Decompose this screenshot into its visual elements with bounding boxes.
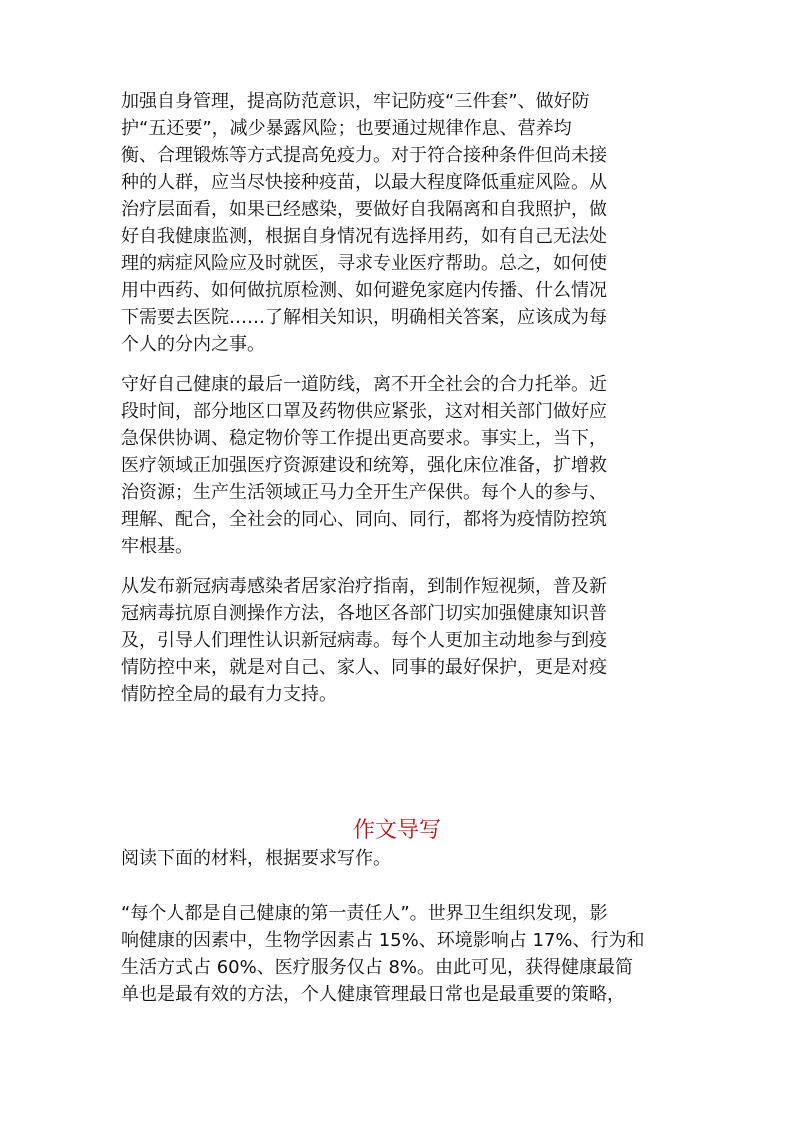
text-line: 及，引导人们理性认识新冠病毒。每个人更加主动地参与到疫 [121,630,607,651]
text-line: 生活方式占 60%、医疗服务仅占 8%。由此可见，获得健康最简 [121,957,634,978]
text-line: 情防控中来，就是对自己、家人、同事的最好保护，更是对疫 [121,657,607,678]
text-line: 理的病症风险应及时就医，寻求专业医疗帮助。总之，如何使 [121,253,607,274]
text-line: 理解、配合，全社会的同心、同向、同行，都将为疫情防控筑 [121,509,607,530]
text-line: 好自我健康监测，根据自身情况有选择用药，如有自己无法处 [121,226,607,247]
text-line: 情防控全局的最有力支持。 [121,684,337,705]
text-line: 个人的分内之事。 [121,334,265,355]
writing-material [121,900,689,1008]
text-line: 守好自己健康的最后一道防线，离不开全社会的合力托举。近 [121,374,607,395]
text-line: 护“五还要”，减少暴露风险；也要通过规律作息、营养均 [121,118,572,139]
text-line: 下需要去医院……了解相关知识，明确相关答案，应该成为每 [121,307,607,328]
text-line: 段时间，部分地区口罩及药物供应紧张，这对相关部门做好应 [121,401,607,422]
text-line: “每个人都是自己健康的第一责任人”。世界卫生组织发现，影 [121,903,608,924]
text-line: 加强自身管理，提高防范意识，牢记防疫“三件套”、做好防 [121,91,590,112]
text-line: 种的人群，应当尽快接种疫苗，以最大程度降低重症风险。从 [121,172,607,193]
writing-instruction [121,845,689,872]
paragraph-self-management [121,88,689,358]
text-line: 牢根基。 [121,536,193,557]
text-line: 冠病毒抗原自测操作方法，各地区各部门切实加强健康知识普 [121,603,607,624]
text-line: 响健康的因素中，生物学因素占 15%、环境影响占 17%、行为和 [121,930,645,951]
text-line: 治疗层面看，如果已经感染，要做好自我隔离和自我照护，做 [121,199,607,220]
text-line: 衡、合理锻炼等方式提高免疫力。对于符合接种条件但尚未接 [121,145,607,166]
text-line: 治资源；生产生活领域正马力全开生产保供。每个人的参与、 [121,482,607,503]
text-line: 从发布新冠病毒感染者居家治疗指南，到制作短视频，普及新 [121,576,607,597]
text-line: 单也是最有效的方法，个人健康管理最日常也是最重要的策略， [121,984,625,1005]
paragraph-society-support [121,371,689,560]
text-line: 急保供协调、稳定物价等工作提出更高要求。事实上，当下， [121,428,607,449]
text-line: 用中西药、如何做抗原检测、如何避免家庭内传播、什么情况 [121,280,607,301]
paragraph-health-knowledge [121,573,689,708]
text-line: 医疗领域正加强医疗资源建设和统筹，强化床位准备，扩增救 [121,455,607,476]
text-line: 阅读下面的材料，根据要求写作。 [121,848,391,869]
section-heading: 作文导写 [352,818,441,843]
